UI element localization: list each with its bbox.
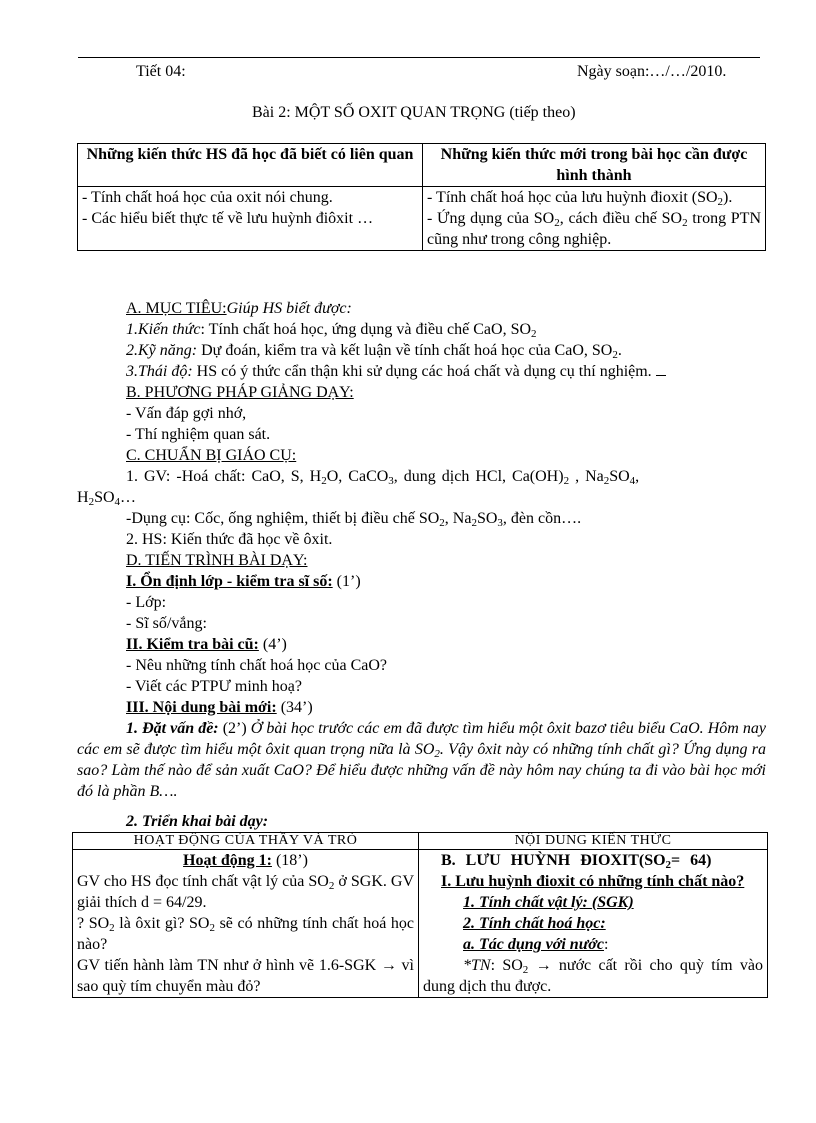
header-rule — [78, 57, 760, 58]
attendance-item: - Sĩ số/vắng: — [126, 615, 207, 632]
step-iii-heading: III. Nội dung bài mới: (34’) — [126, 699, 313, 716]
knowledge-col2-header: Những kiến thức mới trong bài học cần được hình thành — [423, 144, 766, 187]
activity-table — [72, 832, 768, 998]
activity-step: ? $SO_2$ là ôxit gì? $SO_2$ sẽ có những tính chất hoá học nào? — [77, 915, 415, 953]
teacher-student-activity — [73, 850, 419, 998]
review-question: - Nêu những tính chất hoá học của CaO? — [126, 657, 388, 674]
method-item: - Vấn đáp gợi nhớ, — [126, 405, 247, 422]
lesson-number: Tiết 04: — [136, 63, 186, 80]
activity-title: Hoạt động 1: (18’) — [183, 852, 308, 869]
activity-step: GV tiến hành làm TN như ở hình vẽ 1.6-SGK → vì sao quỳ tím chuyển màu đỏ? — [77, 957, 414, 995]
known-item: - Các hiểu biết thực tế về lưu huỳnh điôxit … — [82, 210, 374, 227]
activity-col1-header: HOẠT ĐỘNG CỦA THẦY VÀ TRÒ — [73, 833, 419, 850]
content-section-i: I. Lưu huỳnh đioxit có những tính chất nào? — [441, 873, 745, 890]
activity-col2-header: NỘI DUNG KIẾN THỨC — [419, 833, 768, 850]
review-question: - Viết các PTPƯ minh hoạ? — [126, 678, 303, 695]
knowledge-col1-cell — [78, 187, 423, 251]
teacher-chemicals-cont: $H_2SO_4\dots$ — [77, 489, 137, 508]
page-title: Bài 2: MỘT SỐ OXIT QUAN TRỌNG (tiếp theo) — [252, 104, 576, 121]
knowledge-col1-header: Những kiến thức HS đã học đã biết có liên quan — [78, 144, 423, 187]
section-c-heading: C. CHUẨN BỊ GIÁO CỤ: — [126, 447, 297, 464]
teacher-chemicals: 1. GV: -Hoá chất: CaO, S, $H_2O$, CaCO$_3$, dung dịch HCl, $Ca(OH)_2$ , $Na_2SO_4$, — [126, 468, 640, 487]
objective-skills: 2.Kỹ năng: Dự đoán, kiểm tra và kết luận về tính chất hoá học của CaO, $SO_2$. — [126, 342, 622, 361]
teacher-equipment: -Dụng cụ: Cốc, ống nghiệm, thiết bị điều chế $SO_2$, $Na_2SO_3$, đèn cồn…. — [126, 510, 582, 529]
content-chemical-properties: 2. Tính chất hoá học: — [463, 915, 606, 932]
lesson-implementation-heading: 2. Triển khai bài dạy: — [126, 813, 269, 830]
knowledge-table — [77, 143, 766, 251]
new-item: - Tính chất hoá học của lưu huỳnh đioxit $(SO_2)$. — [427, 189, 733, 208]
knowledge-col2-cell — [423, 187, 766, 251]
content-reaction-water: a. Tác dụng với nước: — [463, 936, 609, 953]
class-item: - Lớp: — [126, 594, 167, 611]
activity-step: GV cho HS đọc tính chất vật lý của $SO_2$ ở SGK. GV giải thích d = 64/29. — [77, 873, 415, 911]
content-physical-properties: 1. Tính chất vật lý: (SGK) — [463, 894, 634, 911]
step-i-heading: I. Ổn định lớp - kiểm tra sĩ số: (1’) — [126, 573, 361, 590]
step-ii-heading: II. Kiểm tra bài cũ: (4’) — [126, 636, 287, 653]
known-item: - Tính chất hoá học của oxit nói chung. — [82, 189, 333, 206]
content-experiment: *TN: $SO_2$ → nước cất rồi cho quỳ tím vào dung dịch thu được. — [423, 957, 763, 995]
section-a-heading: A. MỤC TIÊU:Giúp HS biết được: — [126, 300, 352, 317]
new-item: - Ứng dụng của $SO_2$, cách điều chế $SO_2$ trong PTN cũng như trong công nghiệp. — [427, 210, 762, 248]
problem-statement: 1. Đặt vấn đề: (2’) Ở bài học trước các em đã được tìm hiểu một ôxit bazơ tiêu biểu CaO. Hôm nay các em sẽ được tìm hiểu một ôxit quan trọng nữa là $SO_2$. Vậy ôxit này có những tính chất gì? Ứng dụng ra sao? Làm thế nào để sản xuất CaO? Để hiểu được những vấn đề này hôm nay chúng ta đi vào bài học mới đó là phần B…. — [77, 720, 767, 800]
knowledge-content — [419, 850, 768, 998]
objective-attitude: 3.Thái độ: HS có ý thức cẩn thận khi sử dụng các hoá chất và dụng cụ thí nghiệm. — [126, 361, 666, 382]
student-prep: 2. HS: Kiến thức đã học về ôxit. — [126, 531, 333, 548]
objective-knowledge: 1.Kiến thức: Tính chất hoá học, ứng dụng và điều chế CaO, $SO_2$ — [126, 321, 537, 340]
prep-date: Ngày soạn:…/…/2010. — [577, 63, 727, 80]
section-b-heading: B. PHƯƠNG PHÁP GIẢNG DẠY: — [126, 384, 354, 401]
content-heading: B. LƯU HUỲNH $ĐIOXIT(SO_2= 64)$ — [441, 852, 712, 871]
section-d-heading: D. TIẾN TRÌNH BÀI DẠY: — [126, 552, 308, 569]
method-item: - Thí nghiệm quan sát. — [126, 426, 271, 443]
